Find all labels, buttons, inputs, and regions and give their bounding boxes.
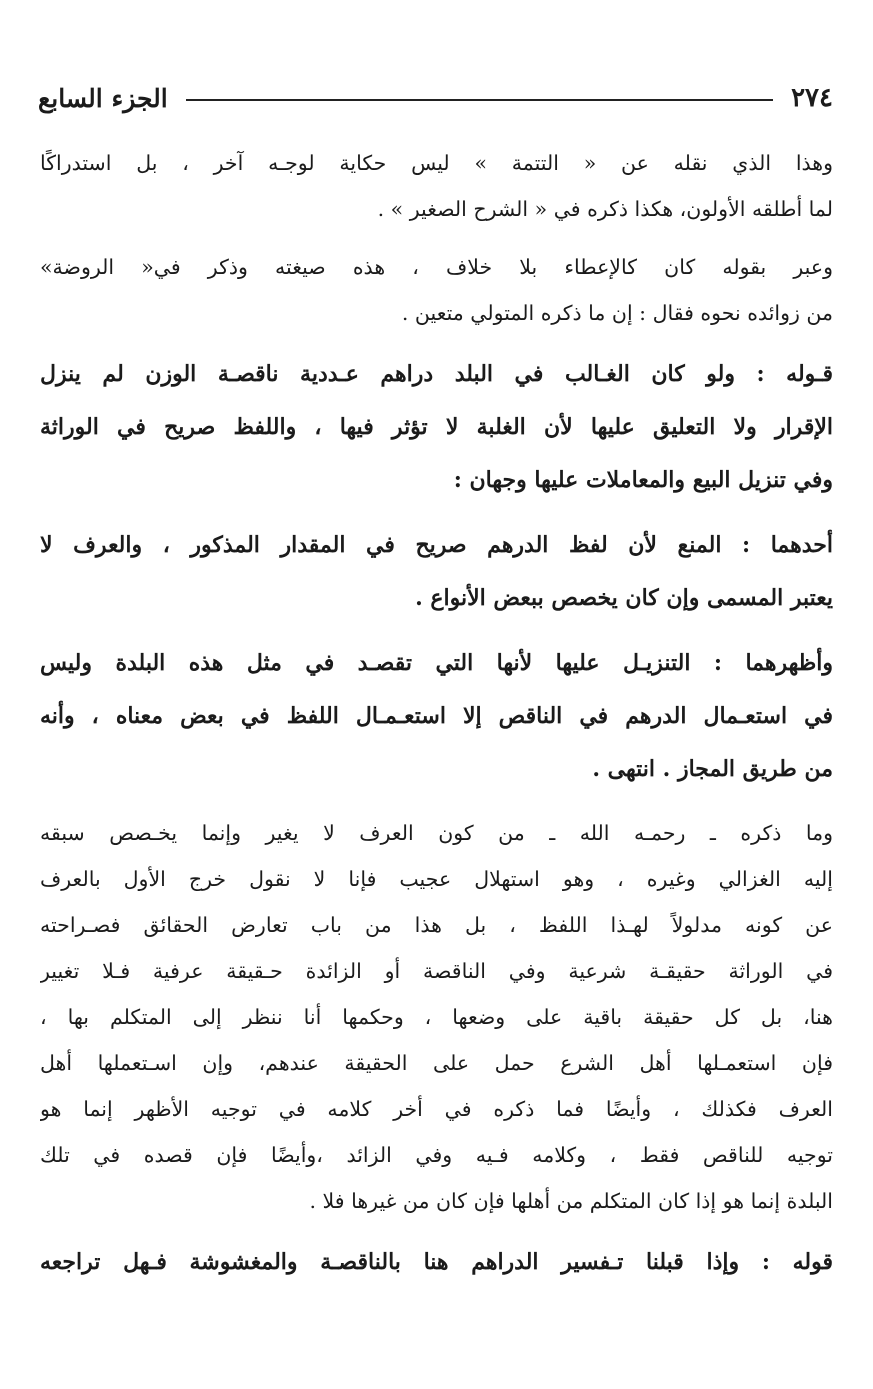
paragraph-2	[40, 244, 833, 336]
text-line: إليه الغزالي وغيره ، وهو استهلال عجيب فإنا لا نقول خرج الأول بالعرف	[40, 867, 833, 891]
text-line: في استعـمال الدرهم في الناقص إلا استعـمـال اللفظ في بعض معناه ، وأنه	[40, 703, 833, 729]
text-line: وما ذكره ـ رحمـه الله ـ من كون العرف لا يغير وإنما يخـصص سبقه	[40, 821, 833, 845]
text-line: أحدهما : المنع لأن لفظ الدرهم صريح في المقدار المذكور ، والعرف لا	[40, 532, 833, 558]
text-line: من زوائده نحوه فقال : إن ما ذكره المتولي متعين .	[401, 301, 833, 325]
text-line: قوله : وإذا قبلنا تـفسير الدراهم هنا بالناقصـة والمغشوشة فـهل تراجعه	[40, 1249, 833, 1275]
text-line: توجيه للناقص فقط ، وكلامه فـيه وفي الزائد ،وأيضًا فإن قصده في تلك	[40, 1143, 833, 1167]
text-line: وفي تنزيل البيع والمعاملات عليها وجهان :	[453, 467, 833, 493]
paragraph-7-quote	[40, 1236, 833, 1289]
text-line: يعتبر المسمى وإن كان يخصص ببعض الأنواع .	[415, 585, 833, 611]
text-line: فإن استعمـلها أهل الشرع حمل على الحقيقة عندهم، وإن اسـتعملها أهل	[40, 1051, 833, 1075]
paragraph-6	[40, 810, 833, 1224]
text-line: قـوله : ولو كان الغـالب في البلد دراهم عـددية ناقصـة الوزن لم ينزل	[40, 361, 833, 387]
text-line: وهذا الذي نقله عن « التتمة » ليس حكاية لوجـه آخر ، بل استدراكًا	[40, 151, 833, 175]
text-line: الإقرار ولا التعليق عليها لأن الغلبة لا تؤثر فيها ، واللفظ صريح في الوراثة	[40, 414, 833, 440]
page-body	[40, 140, 833, 1289]
text-line: لما أطلقه الأولون، هكذا ذكره في « الشرح الصغير » .	[377, 197, 833, 221]
paragraph-5-quote	[40, 637, 833, 796]
text-line: عن كونه مدلولاً لهـذا اللفظ ، بل هذا من باب تعارض الحقائق فصـراحته	[40, 913, 833, 937]
paragraph-4-quote	[40, 519, 833, 625]
text-line: وعبر بقوله كان كالإعطاء بلا خلاف ، هذه صيغته وذكر في« الروضة»	[40, 255, 833, 279]
header-rule	[186, 99, 773, 101]
text-line: العرف فكذلك ، وأيضًا فما ذكره في أخر كلامه في توجيه الأظهر إنما هو	[40, 1097, 833, 1121]
text-line: البلدة إنما هو إذا كان المتكلم من أهلها فإن كان من غيرها فلا .	[309, 1189, 833, 1213]
text-line: هنا، بل كل حقيقة باقية على وضعها ، وحكمها أنا ننظر إلى المتكلم بها ،	[40, 1005, 833, 1029]
page-number: ٢٧٤	[791, 83, 833, 113]
paragraph-3-quote	[40, 348, 833, 507]
text-line: في الوراثة حقيقـة شرعية وفي الناقصة أو الزائدة حـقيقة عرفية فـلا تغيير	[40, 959, 833, 983]
running-title: الجزء السابع	[38, 83, 168, 113]
paragraph-1	[40, 140, 833, 232]
text-line: وأظهرهما : التنزيـل عليها لأنها التي تقصـد في مثل هذه البلدة وليس	[40, 650, 833, 676]
text-line: من طريق المجاز . انتهى .	[592, 756, 833, 782]
page-header	[38, 78, 833, 118]
